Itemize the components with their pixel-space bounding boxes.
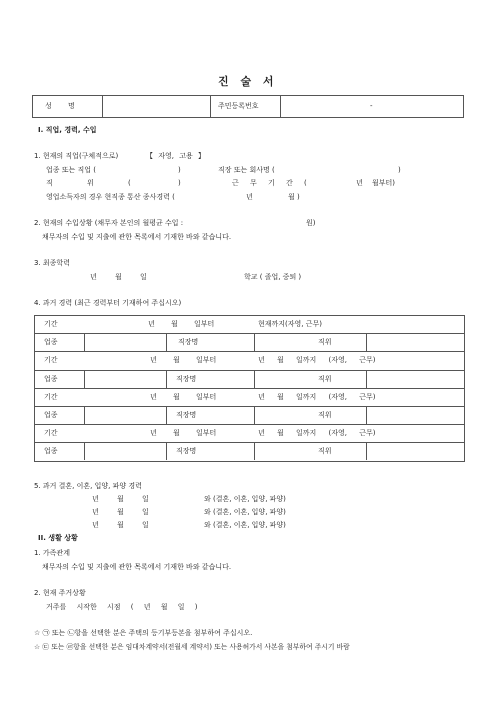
table-rule: [34, 370, 464, 371]
q1-label: 1. 현재의 직업(구체적으로): [34, 152, 119, 160]
position-label: 직 위 (: [46, 179, 131, 187]
q5-date: 년 월 일: [92, 508, 149, 516]
q2-label: 2. 현재의 수입상황 (채무자 본인의 월평균 수입 :: [34, 219, 184, 227]
table-rule: [166, 442, 167, 460]
table-rule: [34, 388, 464, 389]
table-rule: [366, 442, 367, 460]
period-from: 년 월 일부터: [148, 320, 215, 328]
period-label: 기간: [44, 356, 58, 364]
table-rule: [84, 406, 85, 424]
table-rule: [84, 333, 85, 351]
name-label: 성 명: [45, 102, 75, 110]
note-2: ☆ ㉢ 또는 ㉣항을 선택한 분은 임대차계약서(전월세 계약서) 또는 사용허가서 사본을 첨부하여 주시기 바람: [34, 643, 350, 651]
period-from: 년 월 일부터: [150, 429, 217, 437]
period-label: 기간: [44, 320, 58, 328]
industry-label: 업종: [44, 375, 58, 383]
table-rule: [34, 351, 464, 352]
q5-label: 5. 과거 결혼, 이혼, 입양, 파양 경력: [34, 482, 142, 490]
q3-label: 3. 최종학력: [34, 259, 70, 267]
q4-label: 4. 과거 경력 (최근 경력부터 기재하여 주십시오): [34, 299, 182, 307]
period-label: 기간: [44, 429, 58, 437]
document-title: 진 술 서: [218, 75, 278, 88]
q5-kind: 와 (결혼, 이혼, 입양, 파양): [204, 495, 286, 503]
housing-sub: 거주를 시작한 시점 ( 년 월 일 ): [46, 603, 198, 611]
table-rule: [34, 315, 464, 316]
period-until: 년 월 일까지 (자영, 근무): [258, 429, 376, 437]
position-label: 직위: [318, 375, 332, 383]
family-sub: 채무자의 수입 및 지출에 관한 목록에서 기재한 바와 같습니다.: [42, 563, 232, 571]
table-rule: [84, 442, 85, 460]
table-rule: [34, 424, 464, 425]
table-rule: [166, 370, 167, 388]
table-rule: [254, 370, 255, 388]
table-rule: [84, 370, 85, 388]
housing-label: 2. 현재 주거상황: [34, 589, 86, 597]
q2-end: 원): [306, 219, 316, 227]
section2-heading: II. 생활 상황: [38, 534, 78, 542]
position-label: 직위: [318, 338, 332, 346]
career-total-end: 월 ): [288, 193, 300, 201]
table-rule: [366, 333, 367, 351]
tenure-label: 근 무 기 간 (: [232, 179, 307, 187]
table-rule: [366, 370, 367, 388]
period-until: 년 월 일까지 (자영, 근무): [258, 356, 376, 364]
table-rule: [366, 406, 367, 424]
company-label: 직장명: [176, 411, 197, 419]
q5-kind: 와 (결혼, 이혼, 입양, 파양): [204, 521, 286, 529]
period-label: 기간: [44, 393, 58, 401]
industry-label: 업종: [44, 338, 58, 346]
company-close: ): [398, 166, 401, 174]
industry-label: 업종: [44, 447, 58, 455]
q1-options: 【 자영, 고용 】: [146, 152, 205, 160]
id-label: 주민등록번호: [218, 102, 259, 110]
table-rule: [464, 315, 465, 462]
q3-date: 년 월 일: [90, 273, 147, 281]
name-field[interactable]: [104, 98, 208, 115]
table-rule: [34, 442, 464, 443]
industry-close: ): [178, 166, 181, 174]
table-rule: [34, 315, 35, 462]
period-until: 현재까지(자영, 근무): [258, 320, 323, 328]
tenure-end: 월부터): [372, 179, 396, 187]
career-total-year: 년: [246, 193, 253, 201]
q5-date: 년 월 일: [92, 521, 149, 529]
note-1: ☆ ㉠ 또는 ㉡항을 선택한 분은 주택의 등기부등본을 첨부하여 주십시오.: [34, 629, 253, 637]
q3-school: 학교 ( 졸업, 중퇴 ): [244, 273, 302, 281]
period-from: 년 월 일부터: [150, 393, 217, 401]
table-rule: [34, 333, 464, 334]
industry-label: 업종 또는 직업 (: [46, 166, 96, 174]
q5-kind: 와 (결혼, 이혼, 입양, 파양): [204, 508, 286, 516]
company-label: 직장 또는 회사명 (: [218, 166, 275, 174]
table-rule: [254, 333, 255, 351]
company-label: 직장명: [178, 338, 199, 346]
period-until: 년 월 일까지 (자영, 근무): [258, 393, 376, 401]
id-value: -: [370, 102, 373, 110]
table-rule: [166, 406, 167, 424]
tenure-year: 년: [356, 179, 363, 187]
section1-heading: I. 직업, 경력, 수입: [38, 126, 97, 134]
q5-date: 년 월 일: [92, 495, 149, 503]
table-rule: [254, 406, 255, 424]
table-rule: [166, 333, 167, 351]
table-rule: [34, 461, 464, 462]
position-label: 직위: [318, 447, 332, 455]
industry-label: 업종: [44, 411, 58, 419]
table-rule: [34, 406, 464, 407]
family-label: 1. 가족관계: [34, 549, 70, 557]
table-rule: [254, 442, 255, 460]
position-label: 직위: [318, 411, 332, 419]
q2-sub: 채무자의 수입 및 지출에 관한 목록에서 기재한 바와 같습니다.: [42, 233, 232, 241]
career-total-label: 영업소득자의 경우 현직종 통산 종사경력 (: [46, 193, 175, 201]
company-label: 직장명: [176, 447, 197, 455]
company-label: 직장명: [176, 375, 197, 383]
position-close: ): [178, 179, 181, 187]
period-from: 년 월 일부터: [150, 356, 217, 364]
